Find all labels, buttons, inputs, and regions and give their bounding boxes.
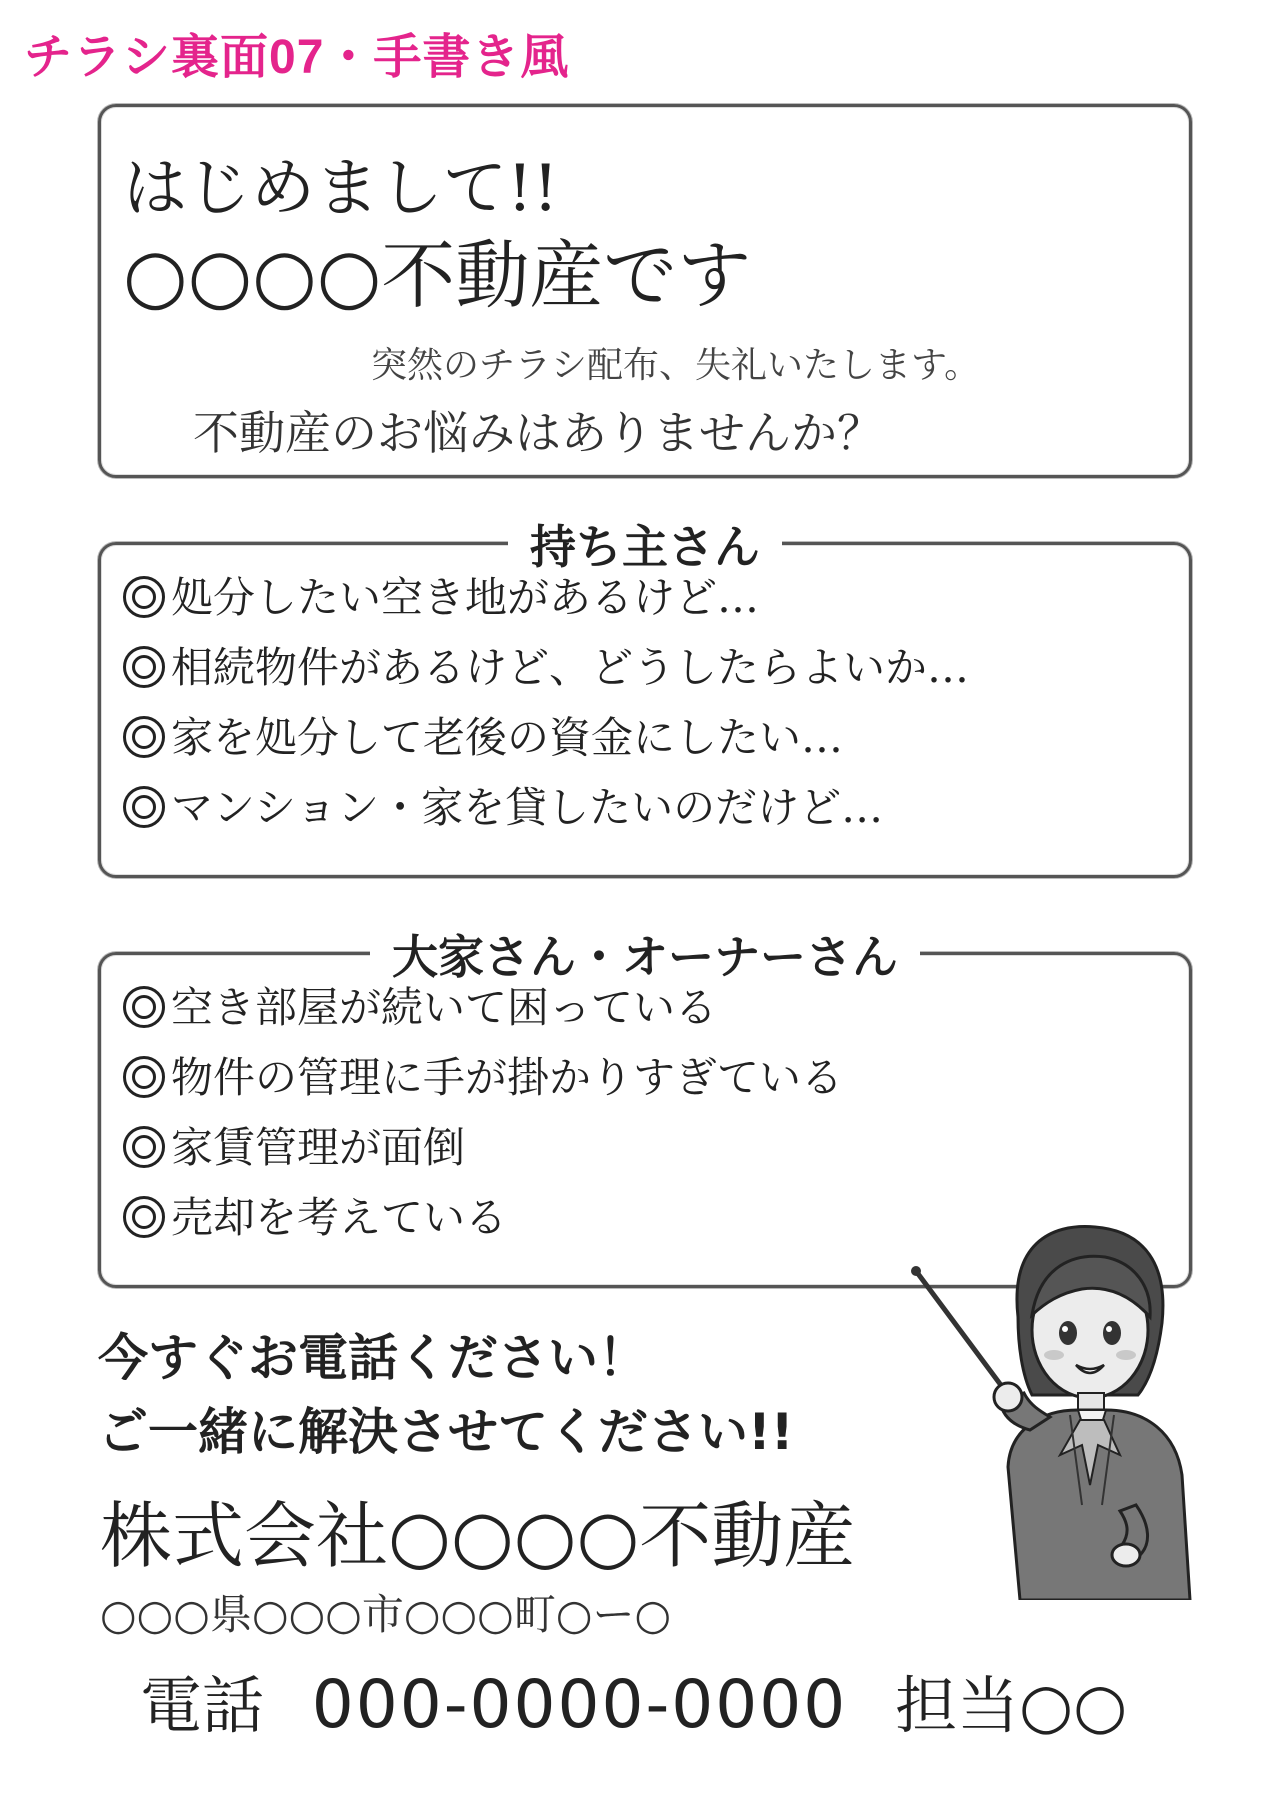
intro-question: 不動産のお悩みはありませんか？ xyxy=(193,406,883,460)
double-circle-icon xyxy=(123,646,165,688)
list-item xyxy=(123,973,843,1043)
list-item-text: 物件の管理に手が掛かりすぎている xyxy=(171,1053,844,1102)
greeting-line-1: はじめまして!! xyxy=(123,152,559,226)
list-item-text: 相続物件があるけど、どうしたらよいか… xyxy=(171,643,970,692)
list-item-text: 空き部屋が続いて困っている xyxy=(171,983,718,1032)
company-name: 株式会社○○○○不動産 xyxy=(100,1494,856,1578)
document-label: チラシ裏面07・手書き風 xyxy=(24,31,570,84)
landlord-item-list xyxy=(123,973,843,1253)
double-circle-icon xyxy=(123,986,165,1028)
double-circle-icon xyxy=(123,1126,165,1168)
call-to-action-line-1: 今すぐお電話ください！ xyxy=(98,1329,648,1387)
presenter-illustration xyxy=(900,1205,1200,1600)
call-to-action-line-2: ご一緒に解決させてください!! xyxy=(98,1403,794,1461)
list-item-text: マンション・家を貸したいのだけど… xyxy=(171,783,884,832)
list-item-text: 処分したい空き地があるけど… xyxy=(171,573,760,622)
greeting-line-2: ○○○○不動産です xyxy=(123,233,752,319)
owner-section xyxy=(98,520,1192,878)
intro-subline: 突然のチラシ配布、失礼いたします。 xyxy=(371,345,981,386)
phone-label: 電話 xyxy=(140,1669,265,1742)
owner-item-list xyxy=(123,563,969,843)
list-item xyxy=(123,633,969,703)
double-circle-icon xyxy=(123,716,165,758)
list-item xyxy=(123,773,969,843)
list-item-text: 家を処分して老後の資金にしたい… xyxy=(171,713,844,762)
list-item-text: 家賃管理が面倒 xyxy=(171,1123,466,1172)
double-circle-icon xyxy=(123,1196,165,1238)
phone-number: 000-0000-0000 xyxy=(311,1666,848,1743)
double-circle-icon xyxy=(123,786,165,828)
list-item xyxy=(123,1183,843,1253)
phone-row xyxy=(140,1656,1155,1745)
landlord-section-heading: 大家さん・オーナーさん xyxy=(370,921,920,987)
company-address: ○○○県○○○市○○○町○ー○ xyxy=(100,1590,672,1639)
double-circle-icon xyxy=(123,576,165,618)
double-circle-icon xyxy=(123,1056,165,1098)
list-item-text: 売却を考えている xyxy=(171,1193,508,1242)
contact-person: 担当○○ xyxy=(895,1669,1128,1742)
list-item xyxy=(123,703,969,773)
list-item xyxy=(123,1113,843,1183)
list-item xyxy=(123,563,969,633)
owner-section-heading: 持ち主さん xyxy=(508,511,782,577)
list-item xyxy=(123,1043,843,1113)
intro-box xyxy=(98,104,1192,478)
